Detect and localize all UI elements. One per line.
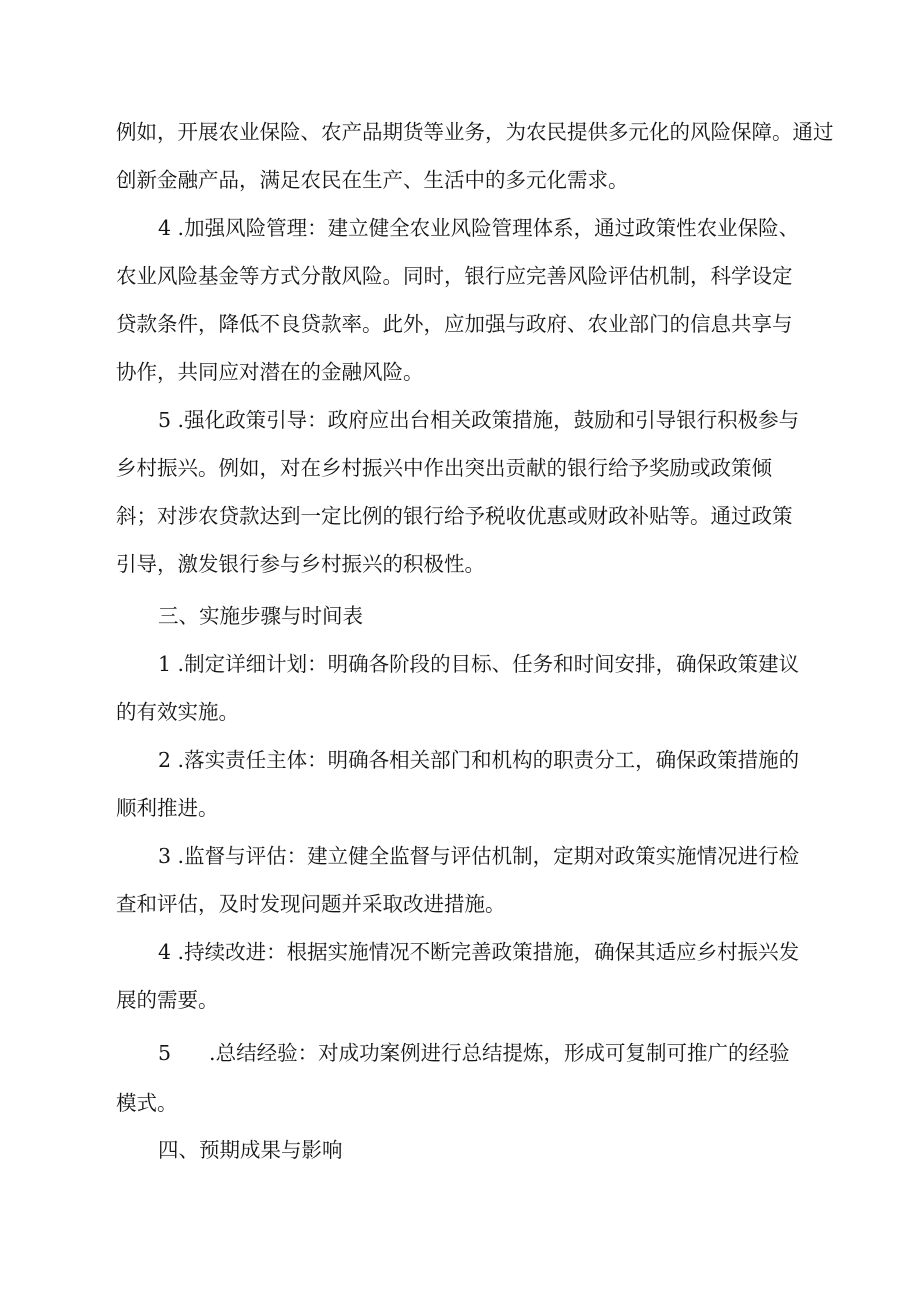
step-4: 4 .持续改进：根据实施情况不断完善政策措施，确保其适应乡村振兴发展的需要。 — [116, 940, 800, 1012]
paragraph-item-4-risk: 4 .加强风险管理：建立健全农业风险管理体系，通过政策性农业保险、农业风险基金等方式分散风险。同时，银行应完善风险评估机制，科学设定贷款条件，降低不良贷款率。此外，应加强与政府、农业部门的信息共享与协作，共同应对潜在的金融风险。 — [116, 216, 800, 384]
step-5-line-2: 模式。 — [116, 1091, 178, 1115]
intro-line-2: 创新金融产品，满足农民在生产、生活中的多元化需求。 — [116, 168, 629, 192]
step-3: 3 .监督与评估：建立健全监督与评估机制，定期对政策实施情况进行检查和评估，及时发现问题并采取改进措施。 — [116, 844, 800, 916]
step-5-line-1: .总结经验：对成功案例进行总结提炼，形成可复制可推广的经验 — [209, 1041, 790, 1065]
section-heading-4: 四、预期成果与影响 — [158, 1138, 343, 1162]
step-5 — [116, 1028, 812, 1128]
paragraph-intro — [116, 108, 834, 204]
step-2: 2 .落实责任主体：明确各相关部门和机构的职责分工，确保政策措施的顺利推进。 — [116, 748, 800, 820]
paragraph-item-5-policy: 5 .强化政策引导：政府应出台相关政策措施，鼓励和引导银行积极参与乡村振兴。例如，对在乡村振兴中作出突出贡献的银行给予奖励或政策倾斜；对涉农贷款达到一定比例的银行给予税收优惠或财政补贴等。通过政策引导，激发银行参与乡村振兴的积极性。 — [116, 408, 800, 576]
intro-line-1: 例如，开展农业保险、农产品期货等业务，为农民提供多元化的风险保障。通过 — [116, 120, 834, 144]
section-heading-3: 三、实施步骤与时间表 — [158, 604, 363, 628]
step-5-number: 5 — [158, 1041, 172, 1065]
step-1: 1 .制定详细计划：明确各阶段的目标、任务和时间安排，确保政策建议的有效实施。 — [116, 652, 800, 724]
